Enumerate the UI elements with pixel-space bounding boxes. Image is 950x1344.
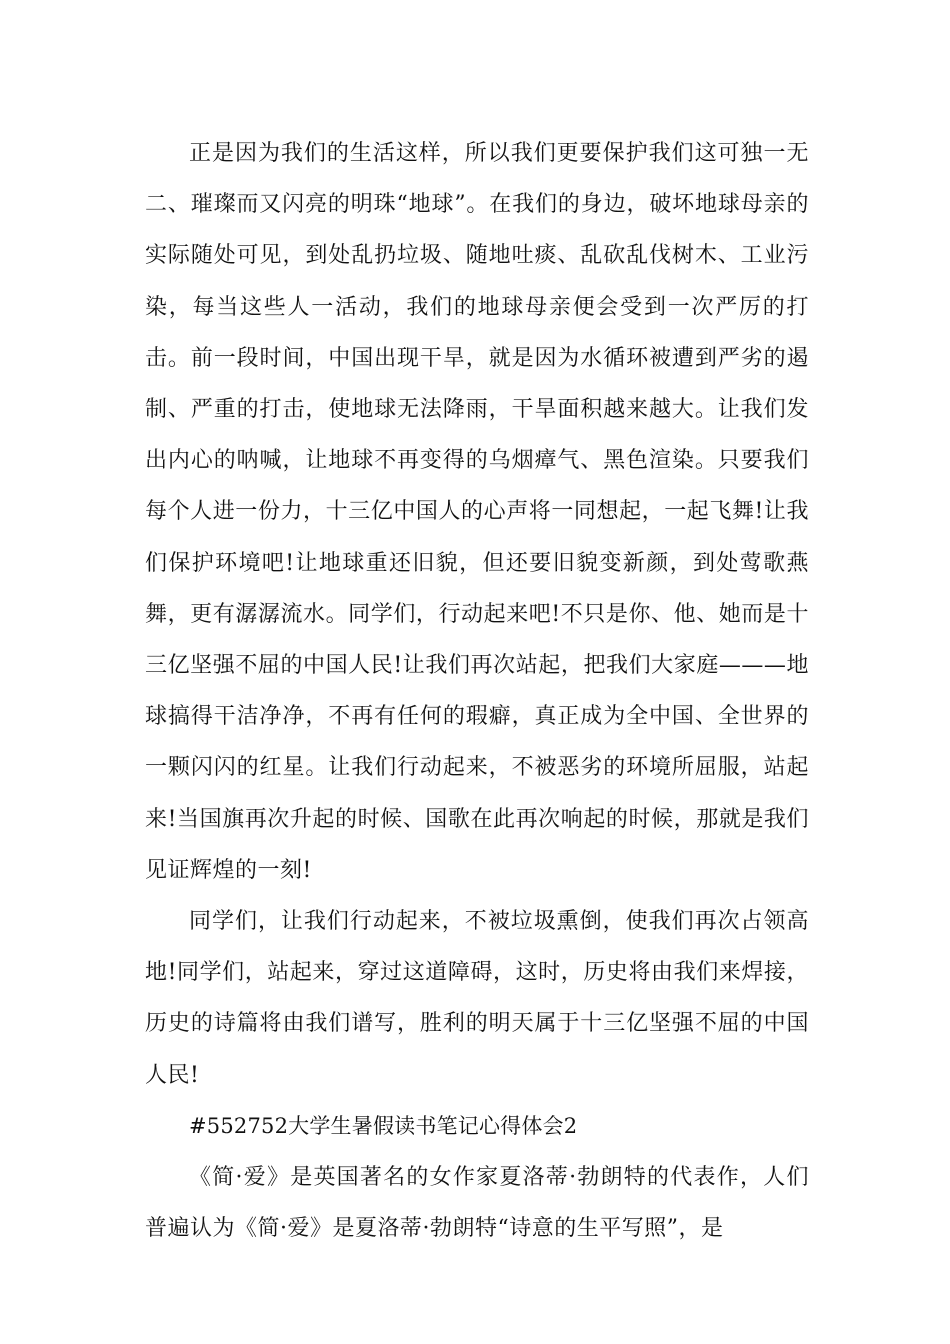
section-heading: #552752大学生暑假读书笔记心得体会2 bbox=[189, 1113, 578, 1138]
document-body bbox=[145, 128, 809, 1254]
paragraph-call-to-action: 同学们，让我们行动起来，不被垃圾熏倒，使我们再次占领高地!同学们，站起来，穿过这道障碍，这时，历史将由我们来焊接，历史的诗篇将由我们谱写，胜利的明天属于十三亿坚强不屈的中国人民! bbox=[145, 909, 809, 1088]
paragraph-jane-eyre: 《简·爱》是英国著名的女作家夏洛蒂·勃朗特的代表作，人们普遍认为《简·爱》是夏洛蒂·勃朗特“诗意的生平写照”，是 bbox=[145, 1165, 809, 1242]
paragraph-environment: 正是因为我们的生活这样，所以我们更要保护我们这可独一无二、璀璨而又闪亮的明珠“地球”。在我们的身边，破坏地球母亲的实际随处可见，到处乱扔垃圾、随地吐痰、乱砍乱伐树木、工业污染，每当这些人一活动，我们的地球母亲便会受到一次严厉的打击。前一段时间，中国出现干旱，就是因为水循环被遭到严劣的遏制、严重的打击，使地球无法降雨，干旱面积越来越大。让我们发出内心的呐喊，让地球不再变得的乌烟瘴气、黑色渲染。只要我们每个人进一份力，十三亿中国人的心声将一同想起，一起飞舞!让我们保护环境吧!让地球重还旧貌，但还要旧貌变新颜，到处莺歌燕舞，更有潺潺流水。同学们，行动起来吧!不只是你、他、她而是十三亿坚强不屈的中国人民!让我们再次站起，把我们大家庭———地球搞得干洁净净，不再有任何的瑕癖，真正成为全中国、全世界的一颗闪闪的红星。让我们行动起来，不被恶劣的环境所屈服，站起来!当国旗再次升起的时候、国歌在此再次响起的时候，那就是我们见证辉煌的一刻! bbox=[145, 141, 809, 883]
